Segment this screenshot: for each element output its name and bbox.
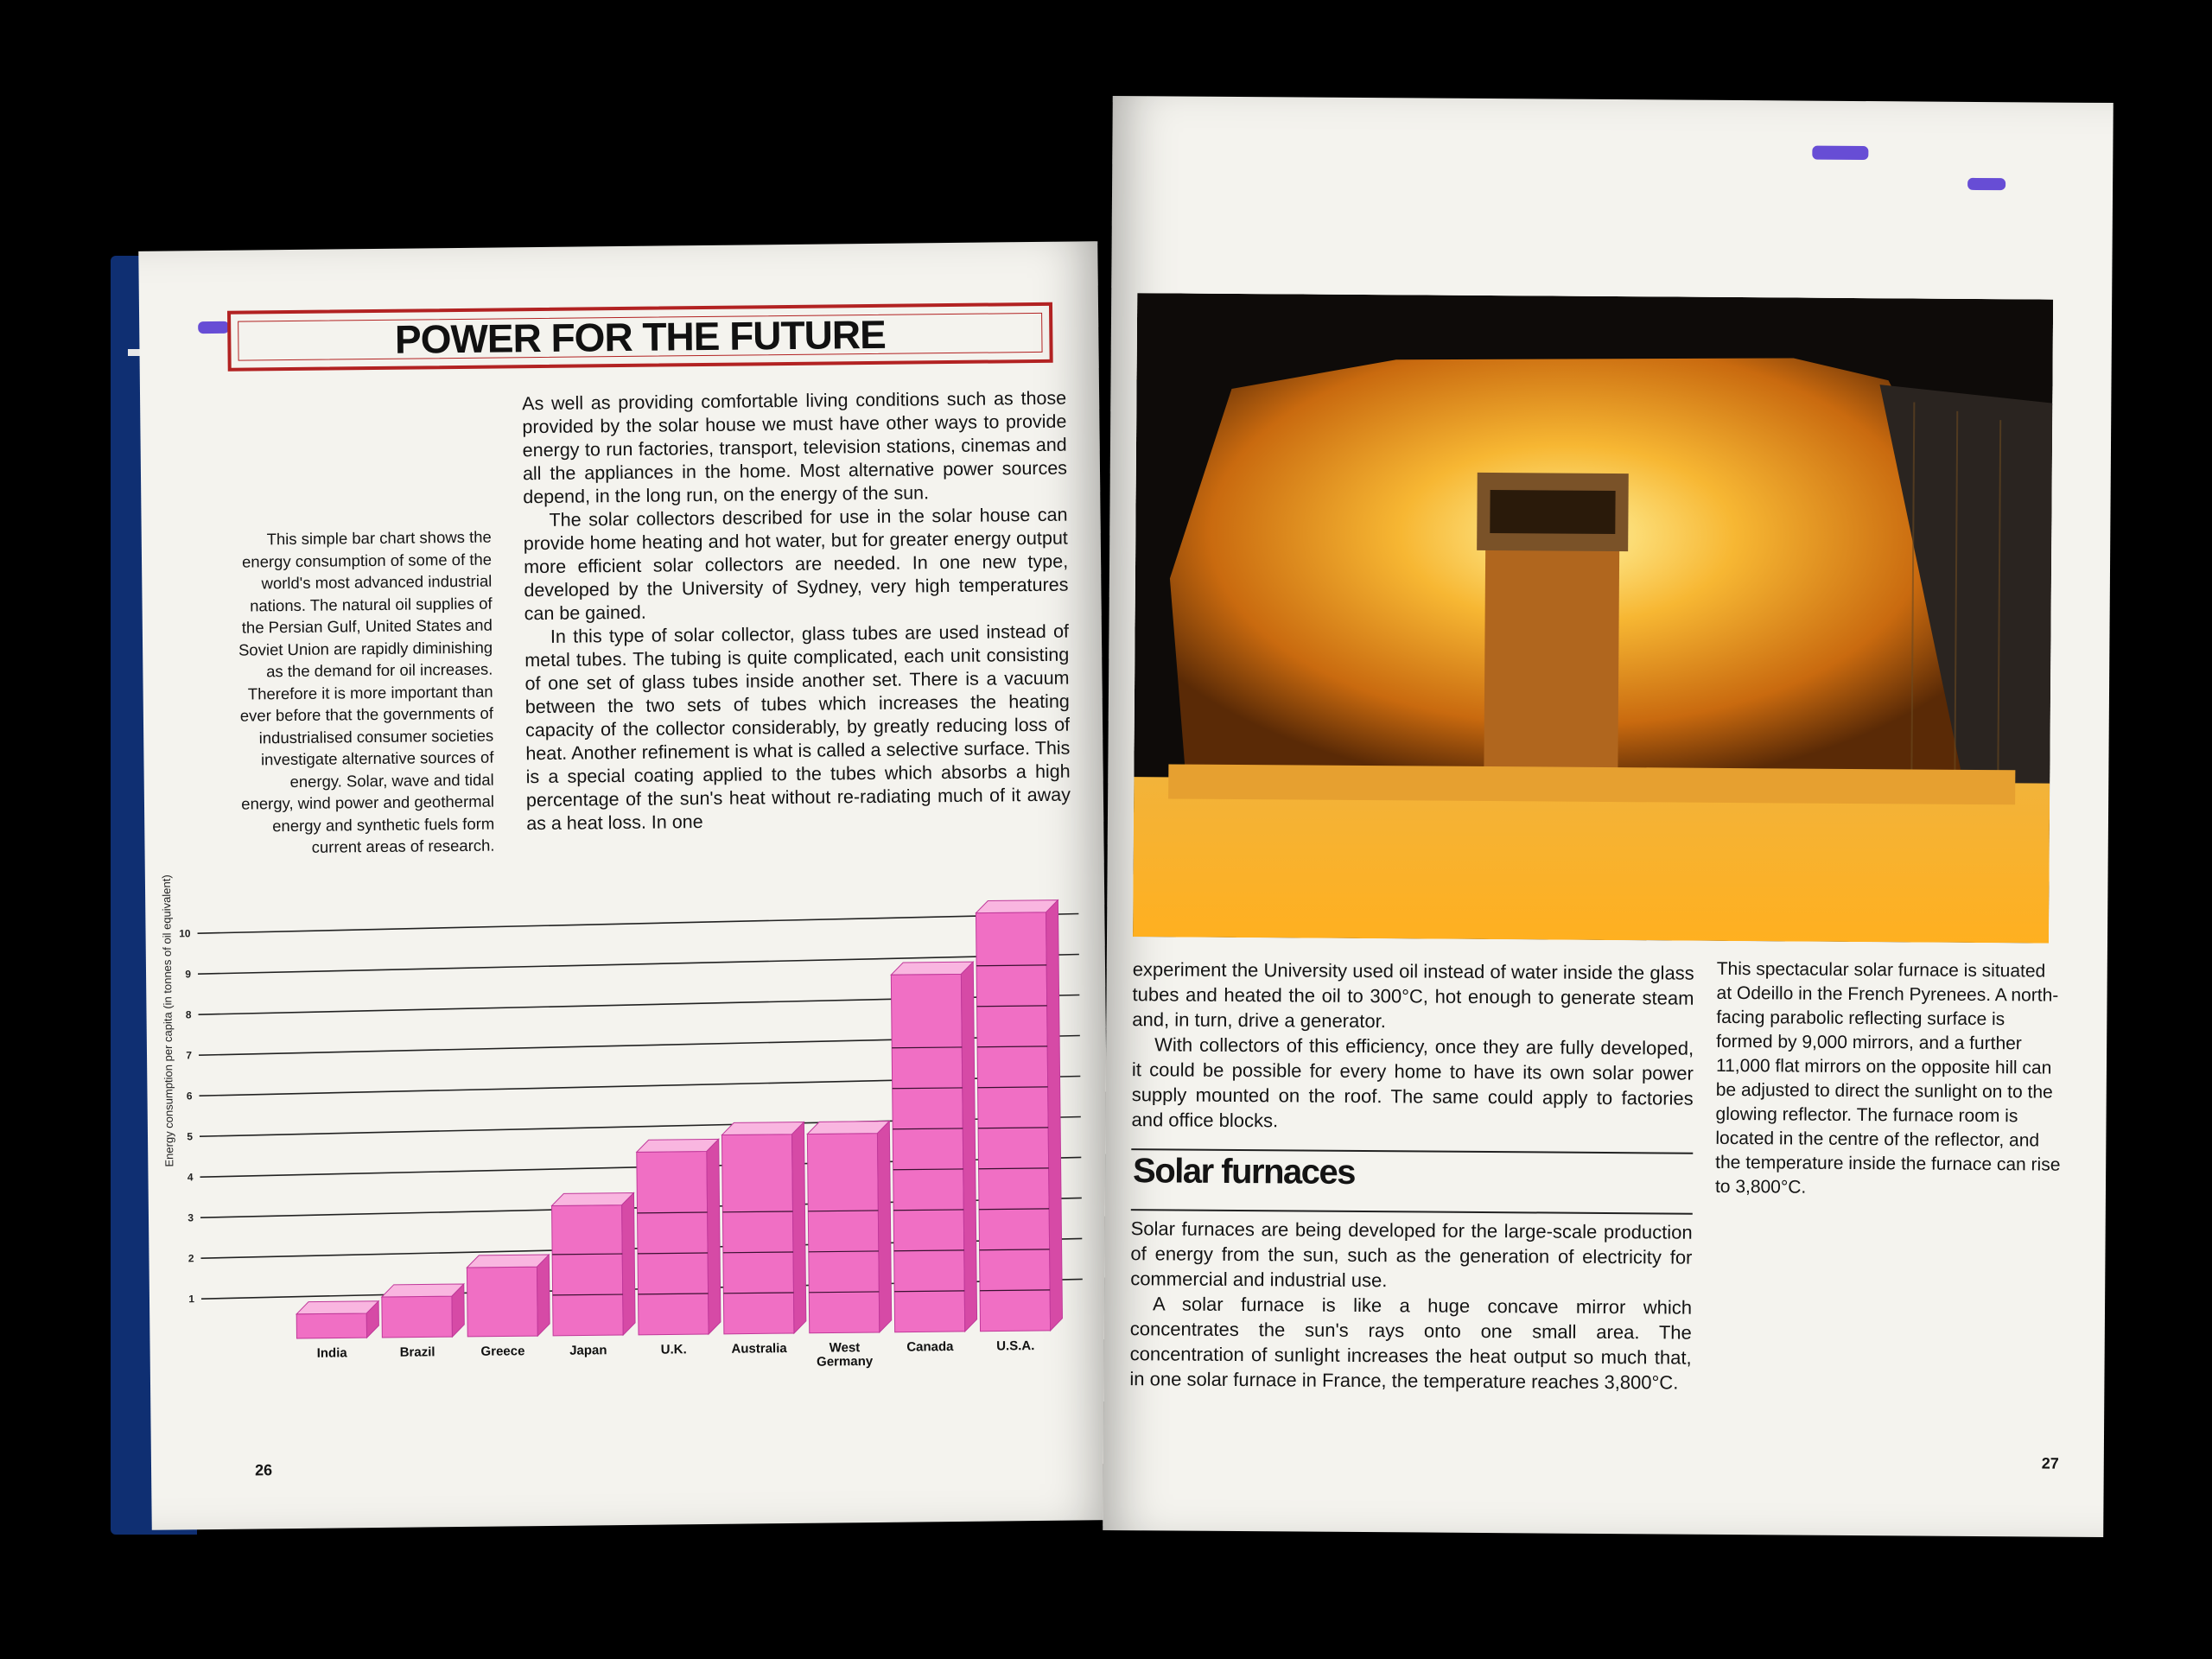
paragraph: experiment the University used oil instead of water inside the glass tubes and heated the oil to 300°C, hot enough to generate steam and, in turn, drive a generator. (1132, 958, 1694, 1033)
bar-segment-line (978, 1087, 1048, 1088)
x-tick-label: West (829, 1340, 861, 1356)
bar-top (807, 1122, 889, 1135)
x-tick-label: India (316, 1345, 347, 1361)
bar-segment-line (893, 1128, 963, 1129)
y-tick-label: 8 (185, 1008, 192, 1021)
photo-caption: This spectacular solar furnace is situated at Odeillo in the French Pyrenees. A north-facing parabolic reflecting surface is formed by 9,000 mirrors, and a further 11,000 flat mirrors on the opposite hill can be adjusted to direct the sunlight on to the glowing reflector. The furnace room is located in the centre of the reflector, and the temperature inside the furnace can rise to 3,800°C. (1714, 958, 2061, 1198)
x-tick-label: Canada (906, 1339, 954, 1355)
bar-segment-line (892, 1047, 962, 1048)
ink-mark (1812, 146, 1868, 160)
bar-top (976, 900, 1058, 913)
title-box (227, 302, 1053, 372)
y-axis-label: Energy consumption per capita (in tonnes of oil equivalent) (159, 874, 176, 1167)
bar-segment-line (893, 1210, 963, 1211)
bar-side (537, 1255, 550, 1336)
x-tick-label: Japan (569, 1343, 607, 1358)
y-tick-label: 9 (185, 968, 192, 981)
y-tick-label: 10 (179, 927, 191, 940)
chart-svg (162, 898, 1101, 1400)
paragraph: With collectors of this efficiency, once they are fully developed, it could be possible for every home to have its own solar power supply mounted on the roof. The same could apply to factories and office blocks. (1131, 1033, 1694, 1132)
main-article (522, 387, 1071, 836)
bar-segment-line (553, 1294, 623, 1295)
bar-segment-line (894, 1250, 964, 1251)
x-tick-label: Australia (731, 1341, 787, 1357)
paragraph: Solar furnaces are being developed for the large-scale production of energy from the sun, such as the generation of electricity for commercial and industrial use. (1130, 1217, 1693, 1292)
bar (721, 1135, 793, 1334)
bar (976, 912, 1050, 1332)
section-title: Solar furnaces (1132, 1152, 1356, 1192)
bar (382, 1296, 453, 1338)
bar-segment-line (723, 1252, 793, 1253)
y-tick-label: 6 (186, 1090, 193, 1103)
page-number: 27 (2041, 1454, 2059, 1472)
bar-top (637, 1139, 719, 1152)
bar-segment-line (638, 1212, 708, 1213)
bar-segment-line (723, 1293, 793, 1294)
photo-image (1133, 293, 2053, 943)
x-tick-label: Brazil (399, 1344, 435, 1360)
paragraph: As well as providing comfortable living conditions such as those provided by the solar house we must have other ways to provide energy to run factories, transport, television stations, cinemas and all the appliances in the home. Most alternative power sources depend, in the long run, on the energy of the sun. (522, 387, 1068, 508)
bar (637, 1152, 709, 1335)
x-tick-label: Greece (480, 1344, 525, 1359)
bar-segment-line (976, 965, 1046, 966)
paragraph: In this type of solar collector, glass tubes are used instead of metal tubes. The tubing is quite complicated, each unit consisting of one set of glass tubes inside another set. There is a vacuum between the two sets of tubes which increases the heating capacity of the collector considerably, by greatly reducing loss of heat. Another refinement is what is called a selective surface. This is a special coating applied to the tubes which absorbs a high percentage of the sun's heat without re-radiating much of it away as a heat loss. In one (524, 620, 1071, 835)
bar-segment-line (980, 1249, 1050, 1250)
bar-top (467, 1255, 549, 1268)
bar-top (891, 962, 973, 975)
bar-segment-line (809, 1292, 879, 1293)
gridline (197, 914, 1078, 934)
page-title: POWER FOR THE FUTURE (394, 311, 886, 362)
x-tick-label: Germany (817, 1354, 874, 1370)
ink-mark (198, 321, 229, 334)
bar-top (382, 1284, 464, 1297)
bar-top (551, 1193, 633, 1206)
x-tick-label: U.S.A. (996, 1338, 1035, 1354)
bar-segment-line (552, 1254, 622, 1255)
divider (1131, 1209, 1693, 1215)
y-tick-label: 4 (187, 1171, 194, 1184)
bar-segment-line (977, 1006, 1047, 1007)
bar (467, 1267, 537, 1337)
bar-segment-line (979, 1168, 1049, 1169)
page-number: 26 (254, 1461, 273, 1479)
bar (296, 1313, 366, 1338)
right-page (1103, 96, 2113, 1537)
y-tick-label: 7 (186, 1049, 193, 1062)
y-tick-label: 1 (188, 1293, 195, 1306)
y-tick-label: 5 (187, 1130, 194, 1143)
bar-segment-line (979, 1209, 1049, 1210)
bar-segment-line (638, 1253, 708, 1254)
bar-side (791, 1122, 806, 1333)
section-body (1129, 1216, 1692, 1395)
bar-segment-line (894, 1291, 964, 1292)
bar-segment-line (893, 1088, 963, 1089)
bar-segment-line (977, 1046, 1047, 1047)
y-tick-label: 2 (188, 1252, 194, 1265)
y-tick-label: 3 (188, 1211, 194, 1224)
ink-mark (1967, 178, 2005, 190)
bar (552, 1205, 624, 1336)
chart-caption: This simple bar chart shows the energy consumption of some of the world's most advanced industrial nations. The natural oil supplies of the Persian Gulf, United States and Soviet Union are rapidly diminishing as the demand for oil increases. Therefore it is more important than ever before that the governments of industrialised consumer societies investigate alternative sources of energy. Solar, wave and tidal energy, wind power and geothermal energy and synthetic fuels form current areas of research. (238, 527, 495, 856)
solar-furnace-photo (1133, 293, 2053, 943)
x-tick-label: U.K. (660, 1342, 687, 1357)
bar-top (296, 1301, 378, 1314)
bar-side (707, 1139, 721, 1334)
bar-segment-line (722, 1211, 792, 1212)
bar-segment-line (980, 1290, 1050, 1291)
bar-segment-line (809, 1251, 879, 1252)
paragraph: The solar collectors described for use in the solar house can provide home heating and hot water, but for greater energy output more efficient solar collectors are needed. In one new type, developed by the University of Sydney, very high temperatures can be gained. (523, 504, 1069, 625)
continued-text (1131, 957, 1694, 1136)
bar-side (877, 1122, 892, 1332)
bar (891, 974, 964, 1332)
bar-segment-line (893, 1169, 963, 1170)
bar-top (721, 1122, 804, 1135)
bar-side (621, 1193, 635, 1336)
bar-chart (159, 874, 1101, 1400)
left-page (138, 241, 1110, 1530)
bar (807, 1134, 879, 1333)
paragraph: A solar furnace is like a huge concave mirror which concentrates the sun's rays onto one small area. The concentration of sunlight increases the heat output so much that, in one solar furnace in France, the temperature reaches 3,800°C. (1129, 1293, 1693, 1394)
